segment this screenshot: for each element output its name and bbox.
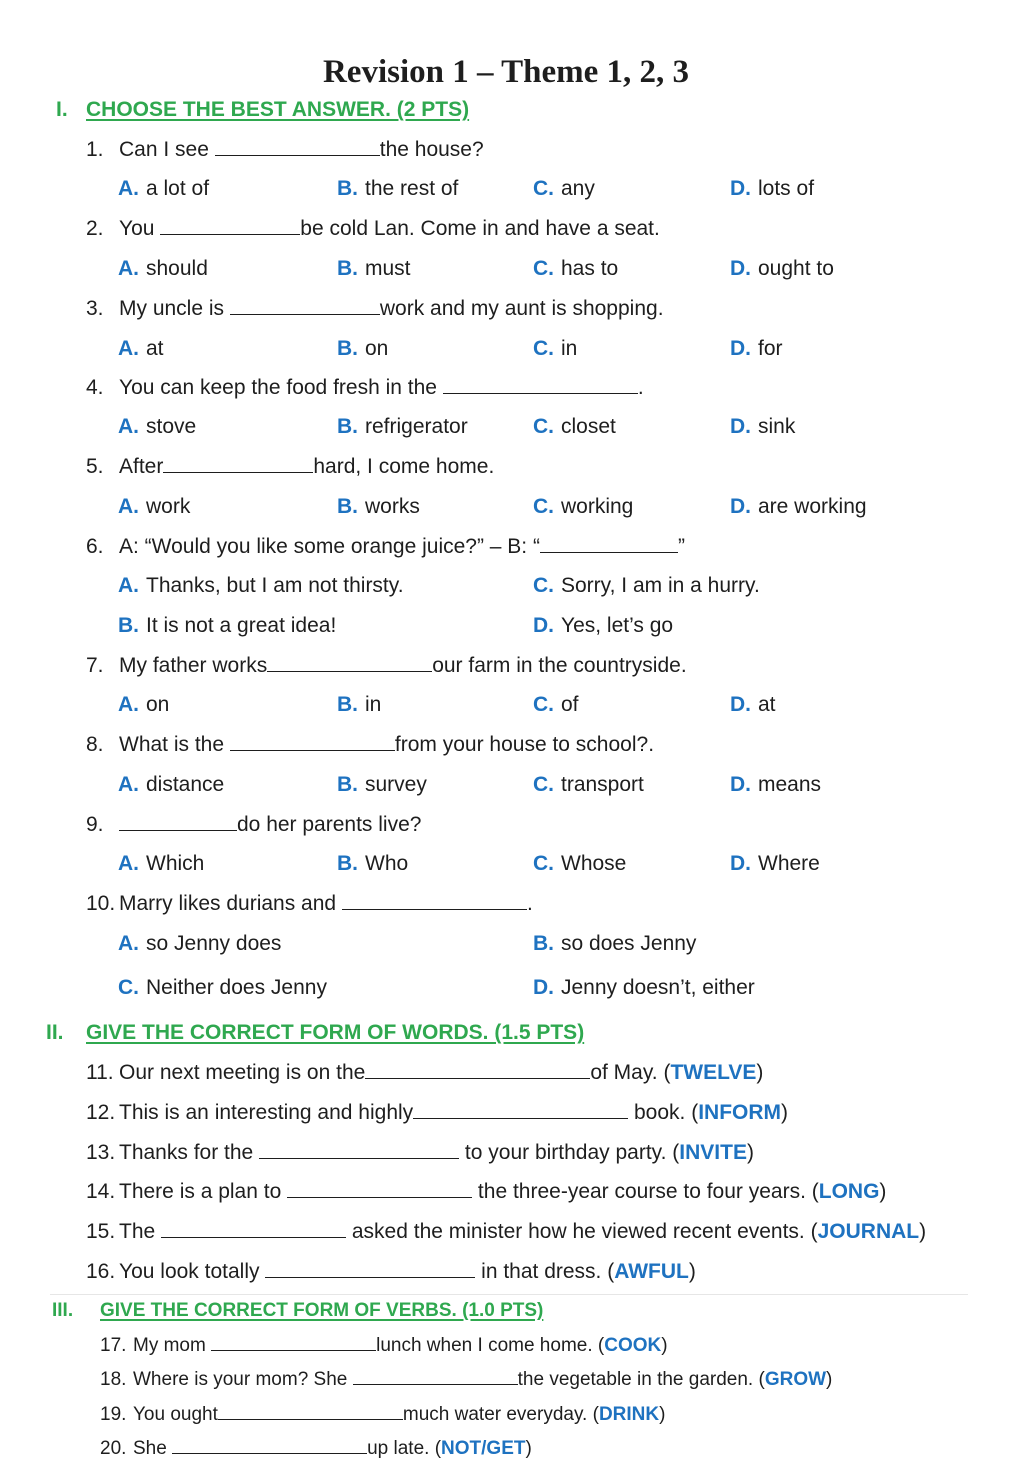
option-letter: C. bbox=[533, 257, 554, 280]
option-a[interactable] bbox=[118, 413, 196, 441]
answer-blank[interactable] bbox=[211, 1349, 376, 1351]
section-number: III. bbox=[52, 1300, 74, 1321]
section-title: GIVE THE CORRECT FORM OF WORDS. (1.5 PTS) bbox=[86, 1021, 585, 1044]
answer-blank[interactable] bbox=[267, 670, 432, 672]
question-17 bbox=[100, 1332, 668, 1360]
question-number: 9. bbox=[86, 813, 104, 836]
divider bbox=[50, 1294, 968, 1295]
question-text: This is an interesting and highly bbox=[119, 1101, 414, 1124]
question-text: ) bbox=[661, 1335, 668, 1356]
keyword: INFORM bbox=[698, 1101, 782, 1124]
option-text: on bbox=[365, 337, 389, 360]
question-text: Thanks for the bbox=[119, 1141, 260, 1164]
question-7 bbox=[86, 652, 687, 680]
answer-blank[interactable] bbox=[161, 1236, 346, 1238]
question-number: 18. bbox=[100, 1369, 127, 1390]
option-d[interactable] bbox=[730, 175, 814, 203]
question-text: ) bbox=[688, 1260, 696, 1283]
answer-blank[interactable] bbox=[342, 908, 527, 910]
question-text: My uncle is bbox=[119, 297, 225, 320]
question-number: 8. bbox=[86, 733, 104, 756]
option-letter: A. bbox=[118, 495, 139, 518]
keyword: AWFUL bbox=[614, 1260, 689, 1283]
question-text: A: “Would you like some orange juice?” – B: “ bbox=[119, 535, 540, 558]
option-letter: C. bbox=[118, 976, 139, 999]
option-b[interactable] bbox=[337, 335, 388, 363]
question-number: 4. bbox=[86, 376, 104, 399]
option-b[interactable] bbox=[337, 493, 420, 521]
option-letter: A. bbox=[118, 574, 139, 597]
question-text: in that dress. ( bbox=[475, 1260, 615, 1283]
section-1-heading bbox=[56, 97, 469, 123]
answer-blank[interactable] bbox=[218, 1418, 403, 1420]
question-text: lunch when I come home. ( bbox=[376, 1335, 605, 1356]
question-1 bbox=[86, 136, 484, 164]
answer-blank[interactable] bbox=[163, 471, 313, 473]
option-text: survey bbox=[365, 773, 427, 796]
option-text: Sorry, I am in a hurry. bbox=[561, 574, 760, 597]
question-text: ” bbox=[677, 535, 685, 558]
question-text: What is the bbox=[119, 733, 225, 756]
question-number: 20. bbox=[100, 1438, 127, 1459]
answer-blank[interactable] bbox=[172, 1452, 367, 1454]
option-letter: C. bbox=[533, 574, 554, 597]
question-number: 5. bbox=[86, 455, 104, 478]
question-text: work and my aunt is shopping. bbox=[379, 297, 664, 320]
question-text: ) bbox=[919, 1220, 927, 1243]
option-text: Which bbox=[146, 852, 205, 875]
question-number: 12. bbox=[86, 1101, 116, 1124]
option-letter: A. bbox=[118, 257, 139, 280]
option-a[interactable] bbox=[118, 493, 190, 521]
question-16 bbox=[86, 1258, 696, 1286]
option-text: at bbox=[758, 693, 776, 716]
option-text: transport bbox=[561, 773, 644, 796]
option-a[interactable] bbox=[118, 175, 209, 203]
option-c[interactable] bbox=[533, 771, 644, 799]
question-5 bbox=[86, 453, 494, 481]
section-number: I. bbox=[56, 98, 68, 121]
answer-blank[interactable] bbox=[413, 1117, 628, 1119]
option-letter: C. bbox=[533, 337, 554, 360]
question-number: 13. bbox=[86, 1141, 116, 1164]
question-text: up late. ( bbox=[367, 1438, 442, 1459]
option-text: at bbox=[146, 337, 164, 360]
option-text: Yes, let’s go bbox=[561, 614, 674, 637]
option-c[interactable] bbox=[533, 572, 760, 600]
question-4 bbox=[86, 374, 644, 402]
answer-blank[interactable] bbox=[365, 1077, 590, 1079]
question-number: 16. bbox=[86, 1260, 116, 1283]
option-letter: D. bbox=[730, 257, 751, 280]
question-11 bbox=[86, 1059, 763, 1087]
option-a[interactable] bbox=[118, 691, 169, 719]
answer-blank[interactable] bbox=[215, 154, 380, 156]
option-b[interactable] bbox=[337, 691, 381, 719]
option-c[interactable] bbox=[533, 335, 577, 363]
option-text: in bbox=[365, 693, 382, 716]
question-text: book. ( bbox=[628, 1101, 699, 1124]
option-text: It is not a great idea! bbox=[146, 614, 337, 637]
option-letter: A. bbox=[118, 773, 139, 796]
keyword: COOK bbox=[604, 1335, 662, 1356]
option-letter: D. bbox=[730, 852, 751, 875]
question-text: hard, I come home. bbox=[313, 455, 495, 478]
option-text: ought to bbox=[758, 257, 834, 280]
option-text: works bbox=[365, 495, 420, 518]
option-text: Jenny doesn’t, either bbox=[561, 976, 755, 999]
option-c[interactable] bbox=[533, 493, 633, 521]
option-text: sink bbox=[758, 415, 796, 438]
option-text: any bbox=[561, 177, 595, 200]
question-15 bbox=[86, 1218, 926, 1246]
option-letter: D. bbox=[730, 415, 751, 438]
option-text: lots of bbox=[758, 177, 815, 200]
option-a[interactable] bbox=[118, 335, 164, 363]
question-number: 19. bbox=[100, 1404, 127, 1425]
question-text: You ought bbox=[133, 1404, 218, 1425]
option-letter: C. bbox=[533, 693, 554, 716]
question-20 bbox=[100, 1435, 532, 1463]
option-b[interactable] bbox=[533, 930, 696, 958]
question-text: ) bbox=[781, 1101, 789, 1124]
option-text: so Jenny does bbox=[146, 932, 282, 955]
question-text: ) bbox=[746, 1141, 754, 1164]
answer-blank[interactable] bbox=[265, 1276, 475, 1278]
question-text: The bbox=[119, 1220, 162, 1243]
question-18 bbox=[100, 1366, 832, 1394]
section-number: II. bbox=[46, 1021, 64, 1044]
question-text: to your birthday party. ( bbox=[459, 1141, 680, 1164]
option-text: Neither does Jenny bbox=[146, 976, 327, 999]
question-text: You bbox=[119, 217, 155, 240]
option-b[interactable] bbox=[337, 413, 468, 441]
option-d[interactable] bbox=[730, 413, 795, 441]
section-title: GIVE THE CORRECT FORM OF VERBS. (1.0 PTS) bbox=[100, 1300, 544, 1321]
answer-blank[interactable] bbox=[540, 551, 678, 553]
option-text: are working bbox=[758, 495, 867, 518]
question-text: My mom bbox=[133, 1335, 212, 1356]
option-d[interactable] bbox=[730, 771, 821, 799]
question-text: Can I see bbox=[119, 138, 209, 161]
option-a[interactable] bbox=[118, 572, 404, 600]
option-text: must bbox=[365, 257, 411, 280]
option-letter: A. bbox=[118, 177, 139, 200]
question-8 bbox=[86, 731, 654, 759]
option-letter: D. bbox=[730, 495, 751, 518]
option-letter: A. bbox=[118, 852, 139, 875]
question-13 bbox=[86, 1139, 754, 1167]
option-letter: D. bbox=[730, 337, 751, 360]
option-letter: B. bbox=[533, 932, 554, 955]
option-text: stove bbox=[146, 415, 197, 438]
option-letter: C. bbox=[533, 495, 554, 518]
question-6 bbox=[86, 533, 685, 561]
option-letter: B. bbox=[337, 693, 358, 716]
question-12 bbox=[86, 1099, 788, 1127]
option-letter: B. bbox=[337, 773, 358, 796]
option-a[interactable] bbox=[118, 255, 208, 283]
answer-blank[interactable] bbox=[259, 1157, 459, 1159]
option-c[interactable] bbox=[533, 413, 616, 441]
question-text: . bbox=[526, 892, 533, 915]
question-text: much water everyday. ( bbox=[402, 1404, 599, 1425]
option-text: Whose bbox=[561, 852, 627, 875]
option-c[interactable] bbox=[533, 850, 626, 878]
question-14 bbox=[86, 1178, 886, 1206]
option-c[interactable] bbox=[533, 255, 618, 283]
question-text: asked the minister how he viewed recent events. ( bbox=[346, 1220, 818, 1243]
option-letter: D. bbox=[730, 773, 751, 796]
question-text: You look totally bbox=[119, 1260, 266, 1283]
option-text: Who bbox=[365, 852, 409, 875]
question-number: 10. bbox=[86, 892, 116, 915]
option-text: closet bbox=[561, 415, 616, 438]
answer-blank[interactable] bbox=[160, 233, 300, 235]
question-number: 11. bbox=[86, 1061, 114, 1084]
answer-blank[interactable] bbox=[353, 1383, 518, 1385]
question-text: . bbox=[637, 376, 644, 399]
question-number: 2. bbox=[86, 217, 104, 240]
option-text: work bbox=[146, 495, 191, 518]
option-b[interactable] bbox=[337, 175, 458, 203]
option-d[interactable] bbox=[730, 335, 783, 363]
option-text: has to bbox=[561, 257, 619, 280]
option-b[interactable] bbox=[337, 850, 408, 878]
option-letter: B. bbox=[118, 614, 139, 637]
keyword: JOURNAL bbox=[817, 1220, 920, 1243]
question-number: 1. bbox=[86, 138, 104, 161]
option-text: distance bbox=[146, 773, 225, 796]
question-number: 7. bbox=[86, 654, 104, 677]
question-text: My father works bbox=[119, 654, 268, 677]
question-text: After bbox=[119, 455, 164, 478]
answer-blank[interactable] bbox=[287, 1196, 472, 1198]
question-19 bbox=[100, 1401, 665, 1429]
option-c[interactable] bbox=[533, 175, 595, 203]
option-letter: B. bbox=[337, 415, 358, 438]
answer-blank[interactable] bbox=[230, 313, 380, 315]
option-text: Thanks, but I am not thirsty. bbox=[146, 574, 404, 597]
question-text: ) bbox=[659, 1404, 666, 1425]
option-d[interactable] bbox=[533, 612, 673, 640]
option-letter: D. bbox=[533, 976, 554, 999]
option-b[interactable] bbox=[337, 255, 411, 283]
question-number: 14. bbox=[86, 1180, 116, 1203]
option-a[interactable] bbox=[118, 771, 224, 799]
page-title: Revision 1 – Theme 1, 2, 3 bbox=[322, 54, 690, 90]
option-letter: B. bbox=[337, 177, 358, 200]
question-text: ) bbox=[879, 1180, 887, 1203]
question-text: Where is your mom? She bbox=[133, 1369, 353, 1390]
question-text: of May. ( bbox=[590, 1061, 671, 1084]
option-text: the rest of bbox=[365, 177, 459, 200]
keyword: GROW bbox=[764, 1369, 827, 1390]
option-text: of bbox=[561, 693, 579, 716]
option-letter: B. bbox=[337, 495, 358, 518]
section-title: CHOOSE THE BEST ANSWER. (2 PTS) bbox=[86, 98, 470, 121]
option-d[interactable] bbox=[730, 850, 820, 878]
question-number: 3. bbox=[86, 297, 104, 320]
option-b[interactable] bbox=[337, 771, 427, 799]
question-text: She bbox=[133, 1438, 173, 1459]
question-text: the house? bbox=[379, 138, 484, 161]
option-letter: B. bbox=[337, 257, 358, 280]
option-letter: C. bbox=[533, 852, 554, 875]
option-d[interactable] bbox=[533, 974, 755, 1002]
option-b[interactable] bbox=[118, 612, 336, 640]
option-c[interactable] bbox=[118, 974, 327, 1002]
option-text: so does Jenny bbox=[561, 932, 697, 955]
option-text: refrigerator bbox=[365, 415, 468, 438]
option-text: working bbox=[561, 495, 634, 518]
section-3-heading bbox=[52, 1298, 543, 1324]
option-letter: C. bbox=[533, 415, 554, 438]
option-letter: D. bbox=[730, 693, 751, 716]
question-3 bbox=[86, 295, 664, 323]
question-9 bbox=[86, 811, 421, 839]
question-10 bbox=[86, 890, 533, 918]
option-d[interactable] bbox=[730, 493, 867, 521]
question-text: You can keep the food fresh in the bbox=[119, 376, 437, 399]
option-d[interactable] bbox=[730, 255, 834, 283]
option-text: a lot of bbox=[146, 177, 210, 200]
option-letter: B. bbox=[337, 852, 358, 875]
option-letter: C. bbox=[533, 177, 554, 200]
keyword: TWELVE bbox=[670, 1061, 757, 1084]
question-text: Marry likes durians and bbox=[119, 892, 337, 915]
keyword: NOT/GET bbox=[441, 1438, 526, 1459]
option-letter: D. bbox=[533, 614, 554, 637]
question-text: from your house to school?. bbox=[394, 733, 655, 756]
question-number: 17. bbox=[100, 1335, 127, 1356]
option-text: means bbox=[758, 773, 822, 796]
answer-blank[interactable] bbox=[230, 749, 395, 751]
question-text: ) bbox=[756, 1061, 764, 1084]
section-2-heading bbox=[46, 1020, 584, 1046]
option-letter: D. bbox=[730, 177, 751, 200]
option-text: should bbox=[146, 257, 208, 280]
option-text: in bbox=[561, 337, 578, 360]
question-text: do her parents live? bbox=[237, 813, 422, 836]
option-letter: B. bbox=[337, 337, 358, 360]
question-text: the three-year course to four years. ( bbox=[472, 1180, 819, 1203]
question-text: Our next meeting is on the bbox=[119, 1061, 366, 1084]
answer-blank[interactable] bbox=[119, 829, 237, 831]
option-letter: A. bbox=[118, 693, 139, 716]
keyword: INVITE bbox=[679, 1141, 747, 1164]
question-number: 6. bbox=[86, 535, 104, 558]
option-text: for bbox=[758, 337, 783, 360]
question-2 bbox=[86, 215, 660, 243]
option-c[interactable] bbox=[533, 691, 579, 719]
question-text: There is a plan to bbox=[119, 1180, 288, 1203]
answer-blank[interactable] bbox=[443, 392, 638, 394]
option-a[interactable] bbox=[118, 850, 204, 878]
question-text: ) bbox=[525, 1438, 532, 1459]
option-text: Where bbox=[758, 852, 820, 875]
option-d[interactable] bbox=[730, 691, 776, 719]
keyword: DRINK bbox=[598, 1404, 660, 1425]
question-text: ) bbox=[826, 1369, 833, 1390]
question-text: be cold Lan. Come in and have a seat. bbox=[300, 217, 660, 240]
keyword: LONG bbox=[818, 1180, 880, 1203]
option-text: on bbox=[146, 693, 170, 716]
option-letter: A. bbox=[118, 415, 139, 438]
question-number: 15. bbox=[86, 1220, 116, 1243]
question-text: our farm in the countryside. bbox=[432, 654, 687, 677]
option-letter: A. bbox=[118, 932, 139, 955]
option-letter: C. bbox=[533, 773, 554, 796]
question-text: the vegetable in the garden. ( bbox=[517, 1369, 765, 1390]
option-a[interactable] bbox=[118, 930, 281, 958]
option-letter: A. bbox=[118, 337, 139, 360]
